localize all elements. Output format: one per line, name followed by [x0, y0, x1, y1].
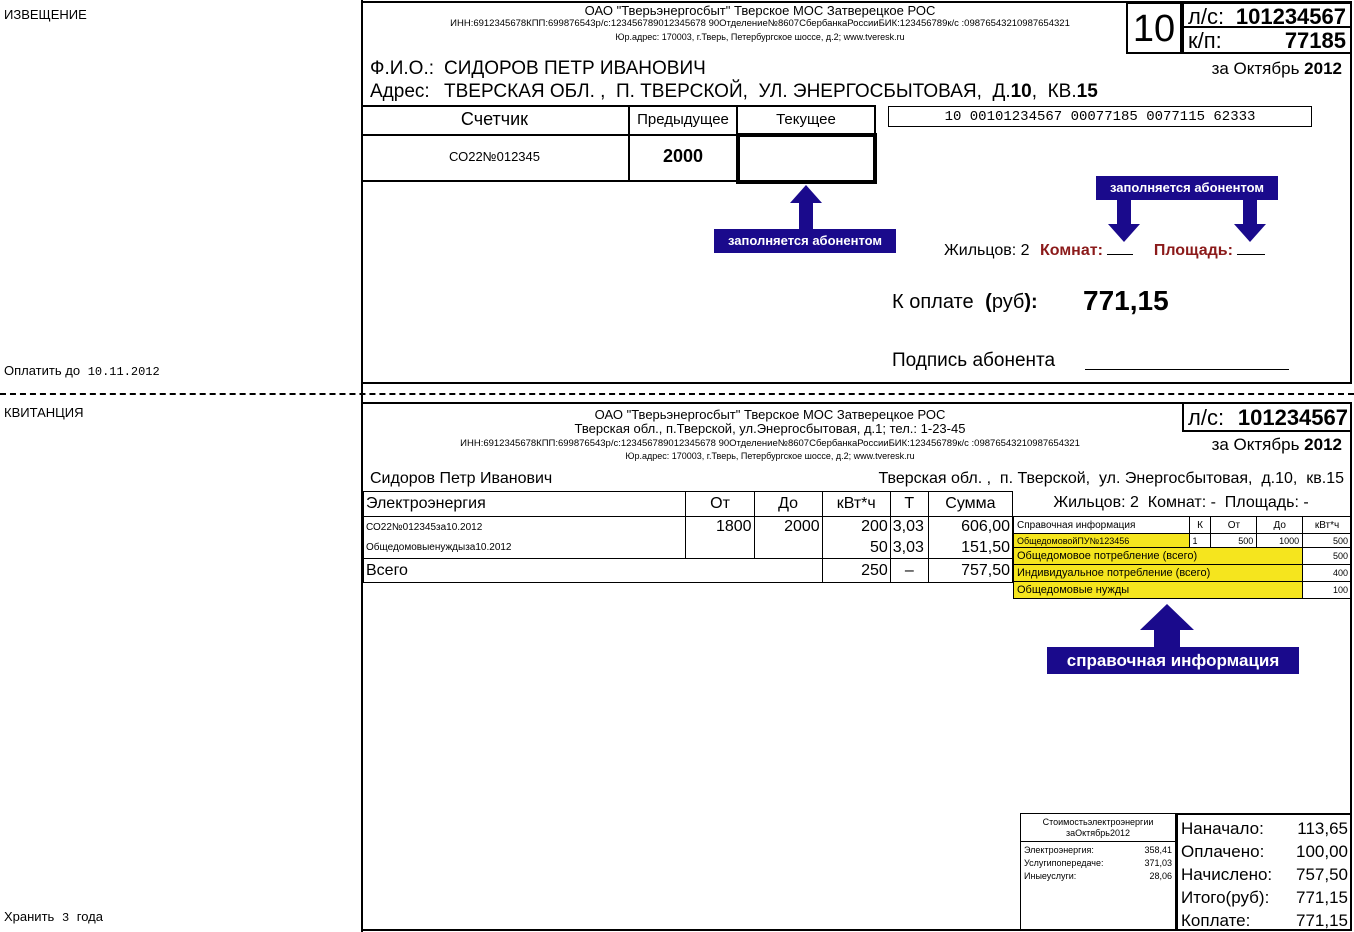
receipt-header: [420, 408, 1120, 462]
notice-legal-address: Юр.адрес: 170003, г.Тверь, Петербургское шоссе, д.2; www.tveresk.ru: [615, 31, 905, 42]
ref-line-value: 100: [1303, 582, 1352, 599]
code-number: 10: [1126, 2, 1182, 54]
row-to: [754, 538, 822, 559]
barcode-text: 10 00101234567 00077185 0077115 62333: [888, 106, 1312, 127]
summary-name: Начислено:: [1181, 865, 1273, 884]
total-tariff: –: [890, 559, 928, 583]
summary-value: 100,00: [1296, 842, 1348, 861]
ref-header-row: [1014, 517, 1352, 534]
summary-name: Наначало:: [1181, 819, 1264, 838]
table-row: [364, 517, 1013, 538]
pay-label-line: [892, 291, 1038, 314]
col-header: От: [686, 492, 754, 517]
cost-item-value: 28,06: [1149, 871, 1172, 881]
residents-label: Жильцов: 2: [944, 242, 1030, 259]
receipt-legal-address: Юр.адрес: 170003, г.Тверь, Петербургское шоссе, д.2; www.tveresk.ru: [625, 451, 915, 462]
meter-id: СО22№012345: [449, 149, 540, 164]
cost-item-value: 358,41: [1144, 845, 1172, 855]
ref-header: кВт*ч: [1303, 517, 1352, 534]
summary-row: [1181, 909, 1348, 932]
cost-box: [1020, 813, 1176, 930]
ref-odpu-to: 1000: [1257, 534, 1303, 548]
down-arrow-icon: [1108, 200, 1140, 242]
meter-col-header: Счетчик: [460, 109, 529, 129]
receipt-account-box: [1182, 404, 1352, 432]
pay-by: [4, 363, 160, 379]
receipt-period-prefix: за Октябрь: [1211, 435, 1300, 454]
pay-by-date: 10.11.2012: [87, 365, 160, 379]
row-to: 2000: [754, 517, 822, 538]
keep-years: 3: [61, 911, 70, 925]
signature-line[interactable]: [1085, 369, 1289, 370]
fio-label: Ф.И.О.:: [370, 58, 434, 79]
summary-value: 113,65: [1297, 819, 1348, 838]
receipt-address: Тверская обл. , п. Тверской, ул. Энергосбытовая, д.10, кв.15: [878, 470, 1344, 487]
account-label: л/с:: [1188, 4, 1225, 29]
summary-name: Оплачено:: [1181, 842, 1265, 861]
area-input[interactable]: [1237, 254, 1265, 255]
row-sum: 606,00: [928, 517, 1012, 538]
ref-header: К: [1189, 517, 1211, 534]
total-name: Всего: [364, 559, 823, 583]
table-row: [364, 538, 1013, 559]
col-header: Т: [890, 492, 928, 517]
kp-number: 77185: [1284, 28, 1346, 53]
notice-label: ИЗВЕЩЕНИЕ: [4, 7, 87, 22]
address-apt-label: КВ.: [1047, 81, 1077, 102]
residents-line: [944, 242, 1265, 260]
ref-header: До: [1257, 517, 1303, 534]
keep-note: [4, 909, 103, 925]
address-house: 10: [1010, 81, 1032, 102]
receipt-period: [1212, 435, 1342, 455]
ref-odpu-kwh: 500: [1303, 534, 1352, 548]
receipt-label: КВИТАНЦИЯ: [4, 405, 84, 420]
pay-unit-close: ):: [1024, 291, 1038, 313]
ref-odpu-row: [1014, 534, 1352, 548]
ref-header: От: [1211, 517, 1257, 534]
prev-value: 2000: [662, 146, 704, 166]
cost-title: Стоимостьэлектроэнергии заОктябрь2012: [1042, 817, 1154, 838]
signature-label: Подпись абонента: [892, 350, 1056, 371]
notice-period: [1212, 59, 1342, 79]
curr-col-header: Текущее: [776, 111, 836, 128]
receipt-company: ОАО "Тверьэнергосбыт" Тверское МОС Затверецкое РОС: [594, 407, 946, 422]
total-kwh: 250: [822, 559, 890, 583]
cost-item-name: Услугипопередаче:: [1024, 858, 1104, 868]
row-kwh: 50: [822, 538, 890, 559]
row-tariff: 3,03: [890, 517, 928, 538]
address-main: ТВЕРСКАЯ ОБЛ. , П. ТВЕРСКОЙ, УЛ. ЭНЕРГОСБЫТОВАЯ, Д.: [444, 81, 1011, 102]
row-from: [686, 538, 754, 559]
up-arrow-icon: [790, 185, 822, 229]
ref-odpu-from: 500: [1211, 534, 1257, 548]
summary-row: [1181, 817, 1348, 840]
receipt-residents: Жильцов: 2 Комнат: - Площадь: -: [1053, 494, 1309, 511]
ref-line-name: Индивидуальное потребление (всего): [1014, 565, 1303, 582]
summary-row: [1181, 886, 1348, 909]
notice-bank-line: ИНН:6912345678КПП:699876543р/с:123456789012345678 90Отделение№8607СбербанкаРоссииБИК:123456789к/с :09876543210987654321: [450, 18, 1070, 30]
charges-header-row: [364, 492, 1013, 517]
total-sum: 757,50: [928, 559, 1012, 583]
cost-item: [1024, 844, 1172, 857]
col-header: До: [754, 492, 822, 517]
cut-line: [0, 393, 1354, 395]
up-arrow-icon: [1140, 604, 1194, 648]
col-header: Электроэнергия: [364, 492, 686, 517]
receipt-period-year: 2012: [1304, 435, 1342, 454]
row-kwh: 200: [822, 517, 890, 538]
col-header: Сумма: [928, 492, 1012, 517]
kp-label: к/п:: [1188, 28, 1222, 53]
receipt-account-number: 101234567: [1237, 405, 1348, 430]
ref-line-row: [1014, 582, 1352, 599]
summary-box: [1176, 813, 1352, 930]
cost-item-name: Электроэнергия:: [1024, 845, 1094, 855]
summary-row: [1181, 863, 1348, 886]
rooms-input[interactable]: [1107, 254, 1133, 255]
down-arrow-icon: [1234, 200, 1266, 242]
reference-table: [1013, 516, 1352, 599]
area-label: Площадь:: [1153, 242, 1233, 259]
period-prefix: за Октябрь: [1211, 59, 1300, 78]
period-year: 2012: [1304, 59, 1342, 78]
cost-item: [1024, 857, 1172, 870]
row-name: СО22№012345за10.2012: [364, 517, 686, 538]
filled-label-2: заполняется абонентом: [1096, 176, 1278, 200]
row-tariff: 3,03: [890, 538, 928, 559]
ref-line-name: Общедомовое потребление (всего): [1014, 548, 1303, 565]
current-reading-input[interactable]: [736, 133, 877, 184]
ref-line-row: [1014, 548, 1352, 565]
meter-table-vline-3: [874, 105, 876, 135]
summary-row: [1181, 840, 1348, 863]
ref-line-value: 400: [1303, 565, 1352, 582]
address-label: Адрес:: [370, 81, 430, 102]
fio-value: СИДОРОВ ПЕТР ИВАНОВИЧ: [444, 58, 706, 79]
pay-unit-open: (: [985, 291, 992, 313]
summary-value: 771,15: [1296, 888, 1348, 907]
cost-item: [1024, 870, 1172, 883]
pay-by-label: Оплатить до: [4, 363, 81, 378]
account-box: [1182, 2, 1352, 28]
cost-item-name: Иныеуслуги:: [1024, 871, 1077, 881]
ref-header: Справочная информация: [1014, 517, 1190, 534]
meter-table-rule: [361, 134, 737, 136]
cost-list: [1021, 841, 1175, 883]
row-name: Общедомовыенуждыза10.2012: [364, 538, 686, 559]
summary-value: 757,50: [1296, 865, 1348, 884]
ref-line-row: [1014, 565, 1352, 582]
account-number: 101234567: [1235, 4, 1346, 29]
ref-odpu-name: ОбщедомовойПУ№123456: [1014, 534, 1190, 548]
summary-name: Коплате:: [1181, 911, 1251, 930]
row-from: 1800: [686, 517, 754, 538]
keep-label: Хранить: [4, 909, 55, 924]
summary-name: Итого(руб):: [1181, 888, 1270, 907]
cost-item-value: 371,03: [1144, 858, 1172, 868]
pay-unit: руб: [991, 291, 1025, 313]
receipt-account-label: л/с:: [1188, 405, 1225, 430]
ref-line-name: Общедомовые нужды: [1014, 582, 1303, 599]
receipt-company-address: Тверская обл., п.Тверской, ул.Энергосбытовая, д.1; тел.: 1-23-45: [574, 421, 966, 437]
notice-company: ОАО "Тверьэнергосбыт" Тверское МОС Затверецкое РОС: [584, 3, 936, 18]
col-header: кВт*ч: [822, 492, 890, 517]
pay-label: К оплате: [892, 291, 974, 313]
keep-unit: года: [76, 909, 103, 924]
address-apt: 15: [1076, 81, 1098, 102]
receipt-bank-line: ИНН:6912345678КПП:699876543р/с:123456789012345678 90Отделение№8607СбербанкаРоссииБИК:123456789к/с :09876543210987654321: [460, 437, 1080, 449]
ref-line-value: 500: [1303, 548, 1352, 565]
row-sum: 151,50: [928, 538, 1012, 559]
total-row: [364, 559, 1013, 583]
notice-header: [400, 4, 1120, 43]
receipt-fio: Сидоров Петр Иванович: [370, 470, 553, 487]
summary-value: 771,15: [1296, 911, 1348, 930]
rooms-label: Комнат:: [1040, 242, 1103, 259]
prev-col-header: Предыдущее: [637, 111, 729, 128]
ref-odpu-k: 1: [1189, 534, 1211, 548]
filled-label-1: заполняется абонентом: [714, 229, 896, 253]
pay-amount: 771,15: [1083, 285, 1169, 316]
reference-label: справочная информация: [1047, 647, 1299, 674]
charges-table: [363, 491, 1013, 583]
kp-box: [1182, 28, 1352, 54]
address-value: ТВЕРСКАЯ ОБЛ. , П. ТВЕРСКОЙ, УЛ. ЭНЕРГОСБЫТОВАЯ, Д.10, КВ.15: [444, 81, 1098, 102]
